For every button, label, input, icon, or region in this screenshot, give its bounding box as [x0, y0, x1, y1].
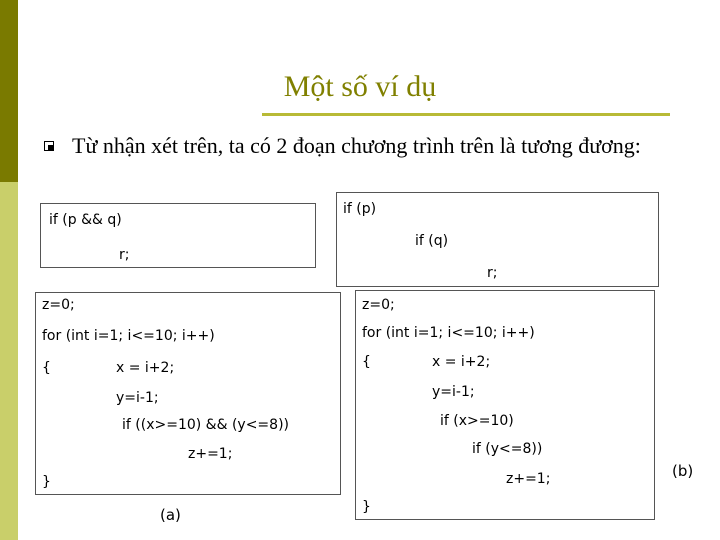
code-box-a-top	[40, 203, 316, 268]
code-line: {	[362, 354, 371, 370]
bullet-text: Từ nhận xét trên, ta có 2 đoạn chương trình trên là tương đương:	[72, 133, 641, 158]
code-line: y=i-1;	[432, 384, 475, 400]
code-line: }	[362, 499, 371, 515]
code-line: if ((x>=10) && (y<=8))	[122, 417, 289, 433]
code-box-b-top	[336, 192, 659, 287]
code-line: {	[42, 360, 51, 376]
code-line: if (p)	[343, 201, 377, 217]
code-box-a	[35, 292, 341, 495]
code-line: r;	[119, 247, 130, 263]
code-line: z+=1;	[506, 471, 551, 487]
code-line: r;	[487, 265, 498, 281]
slide-title: Một số ví dụ	[283, 70, 437, 103]
code-box-b	[355, 290, 655, 520]
code-line: z+=1;	[188, 446, 233, 462]
code-line: x = i+2;	[116, 360, 175, 376]
code-line: for (int i=1; i<=10; i++)	[362, 325, 535, 341]
code-line: }	[42, 474, 51, 490]
title-underline	[262, 113, 670, 116]
caption-b: (b)	[672, 462, 694, 480]
sidebar-light-band	[0, 182, 18, 540]
code-line: x = i+2;	[432, 354, 491, 370]
code-line: z=0;	[42, 297, 75, 313]
code-line: z=0;	[362, 297, 395, 313]
code-line: if (y<=8))	[472, 441, 543, 457]
caption-a: (a)	[160, 506, 181, 524]
code-line: for (int i=1; i<=10; i++)	[42, 328, 215, 344]
code-line: y=i-1;	[116, 390, 159, 406]
code-line: if (x>=10)	[440, 413, 514, 429]
code-line: if (p && q)	[49, 212, 122, 228]
bullet-square-icon	[44, 141, 54, 151]
code-line: if (q)	[415, 233, 449, 249]
